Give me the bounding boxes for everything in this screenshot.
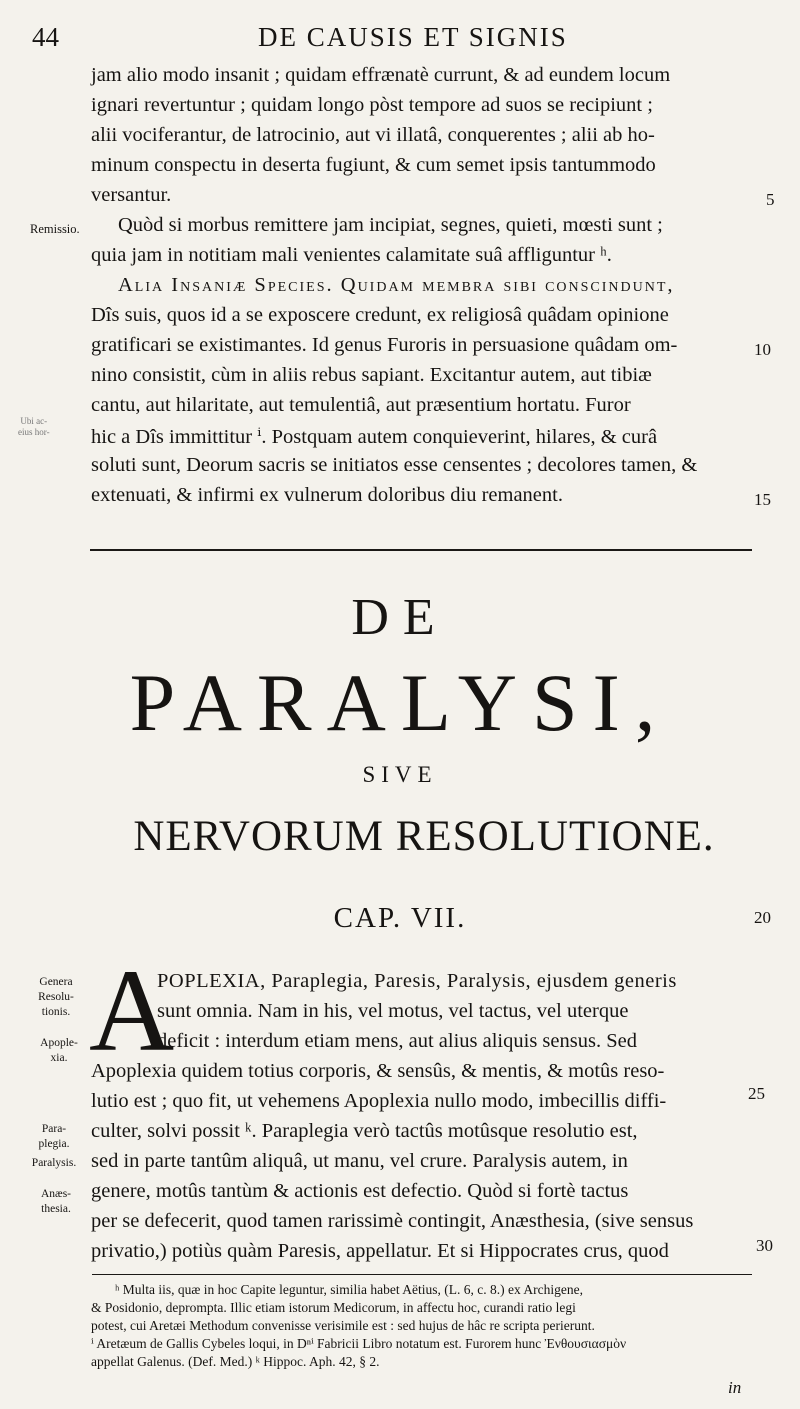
chapter-subtitle: NERVORUM RESOLUTIONE. <box>133 813 715 860</box>
text-line: versantur. <box>91 184 172 206</box>
text-line: per se defecerit, quod tamen rarissimè contingit, Anæsthesia, (sive sensus <box>91 1210 694 1232</box>
drop-cap: A <box>89 945 175 1076</box>
margin-note-ubi: Ubi ac- eius hor- <box>18 416 50 437</box>
text-line: lutio est ; quo fit, ut vehemens Apoplexia nullo modo, imbecillis diffi- <box>91 1090 667 1112</box>
running-title: DE CAUSIS ET SIGNIS <box>258 22 568 52</box>
line-number: 30 <box>756 1236 773 1255</box>
margin-note-anaesthesia: Anæs- thesia. <box>40 1188 72 1215</box>
text-line: Quòd si morbus remittere jam incipiat, segnes, quieti, mœsti sunt ; <box>118 214 663 236</box>
line-number: 15 <box>754 490 771 509</box>
text-line: POPLEXIA, Paraplegia, Paresis, Paralysis, ejusdem generis <box>157 970 677 992</box>
text-line: soluti sunt, Deorum sacris se initiatos esse censentes ; decolores tamen, & <box>91 454 698 476</box>
text-line: alii vociferantur, de latrocinio, aut vi illatâ, conquerentes ; alii ab ho- <box>91 124 655 146</box>
footnote-rule <box>92 1274 752 1275</box>
text-line: minum conspectu in deserta fugiunt, & cum semet ipsis tantummodo <box>91 154 656 176</box>
catchword: in <box>728 1378 742 1397</box>
line-number: 5 <box>766 190 775 209</box>
margin-note-remissio: Remissio. <box>30 222 80 236</box>
text-line: deficit : interdum etiam mens, aut alius aliquis sensus. Sed <box>157 1030 637 1052</box>
footnote-line: potest, cui Aretæi Methodum convenisse verisimile est : sed hujus de hâc re scripta perierunt. <box>91 1318 595 1333</box>
footnote-line: appellat Galenus. (Def. Med.) ᵏ Hippoc. Aph. 42, § 2. <box>91 1354 380 1369</box>
text-line: jam alio modo insanit ; quidam effrænatè currunt, & ad eundem locum <box>91 64 671 86</box>
text-line: hic a Dîs immittitur ⁱ. Postquam autem conquieverint, hilares, & curâ <box>91 426 658 448</box>
margin-note-paralysis: Paralysis. <box>31 1157 77 1169</box>
text-line: extenuati, & infirmi ex vulnerum doloribus diu remanent. <box>91 484 563 506</box>
footnote-line: ʰ Multa iis, quæ in hoc Capite leguntur, similia habet Aëtius, (L. 6, c. 8.) ex Archigene, <box>115 1282 583 1297</box>
footnote-line: & Posidonio, deprompta. Illic etiam istorum Medicorum, in affectu hoc, curandi ratio legi <box>91 1300 576 1315</box>
margin-note-paraplegia: Para- plegia. <box>38 1123 70 1150</box>
line-number: 10 <box>754 340 771 359</box>
text-line: quia jam in notitiam mali venientes calamitate suâ affliguntur ʰ. <box>91 244 612 266</box>
text-line: culter, solvi possit ᵏ. Paraplegia verò tactûs motûsque resolutio est, <box>91 1120 638 1142</box>
chapter-number: CAP. VII. <box>333 902 467 934</box>
margin-note-apoplexia: Apople- xia. <box>40 1037 78 1064</box>
line-number: 20 <box>754 908 771 927</box>
text-line: ignari revertuntur ; quidam longo pòst tempore ad suos se recipiunt ; <box>91 94 653 116</box>
section-rule <box>90 549 752 551</box>
page-number: 44 <box>32 22 59 52</box>
text-line: genere, motûs tantùm & actionis est defectio. Quòd si fortè tactus <box>91 1180 629 1202</box>
text-line: sunt omnia. Nam in his, vel motus, vel tactus, vel uterque <box>157 1000 629 1022</box>
margin-note-genera: Genera Resolu- tionis. <box>38 976 74 1018</box>
text-line: privatio,) potiùs quàm Paresis, appellatur. Et si Hippocrates crus, quod <box>91 1240 669 1262</box>
chapter-title-de: DE <box>351 589 449 646</box>
text-line: Dîs suis, quos id a se exposcere credunt, ex religiosâ quâdam opinione <box>91 304 669 326</box>
section-heading-line: Alia Insaniæ Species. Quidam membra sibi conscindunt, <box>118 274 675 296</box>
chapter-title-sive: SIVE <box>362 762 438 787</box>
text-line: gratificari se existimantes. Id genus Furoris in persuasione quâdam om- <box>91 334 678 356</box>
text-line: nino consistit, cùm in aliis rebus sapiant. Excitantur autem, aut tibiæ <box>91 364 652 386</box>
chapter-title-main: PARALYSI, <box>129 657 671 748</box>
text-line: sed in parte tantûm aliquâ, ut manu, vel crure. Paralysis autem, in <box>91 1150 628 1172</box>
text-line: cantu, aut hilaritate, aut temulentiâ, aut præsentium hortatu. Furor <box>91 394 631 416</box>
footnote-line: ⁱ Aretæum de Gallis Cybeles loqui, in Dⁿⁱ Fabricii Libro notatum est. Furorem hunc Ἐνθουσιασμὸν <box>91 1336 627 1351</box>
line-number: 25 <box>748 1084 765 1103</box>
text-line: Apoplexia quidem totius corporis, & sensûs, & mentis, & motûs reso- <box>91 1060 665 1082</box>
